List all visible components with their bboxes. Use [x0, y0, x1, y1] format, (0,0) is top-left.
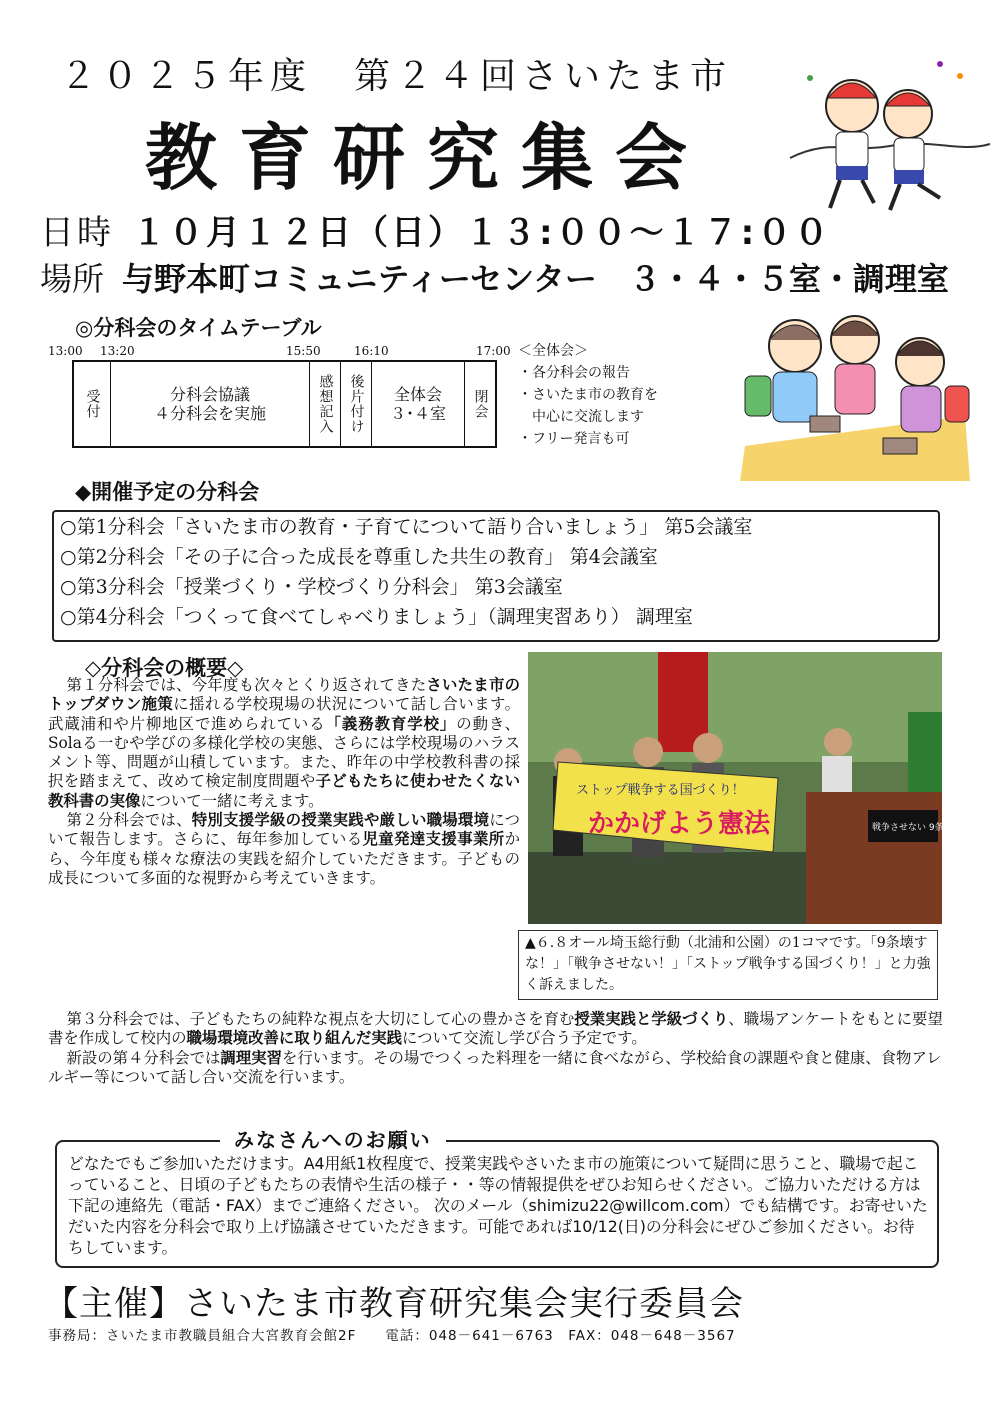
datetime-value: １０月１２日（日）１３:００～１７:００ — [132, 213, 832, 253]
session-item: ○第3分科会「授業づくり・学校づくり分科会」 第3会議室 — [60, 576, 563, 598]
summary-wide — [48, 1010, 948, 1087]
summary-paragraph-1: 第１分科会では、今年度も次々とくり返されてきたさいたま市のトップダウン施策に揺れる学校現場の状況について話し合います。武蔵浦和や片柳地区で進められている「義務教育学校」の動き、Solaる一むや学びの多様化学校の実態、さらには学校現場のハラスメント等、問題が山積しています。また、昨年の中学校教科書の採択を踏まえて、改めて検定制度問題や子どもたちに使わせたくない教科書の実像について一緒に考えます。 — [48, 676, 520, 810]
summary-column — [48, 676, 520, 888]
time-label: 15:50 — [286, 344, 321, 358]
place-label: 場所 — [40, 260, 105, 298]
time-label: 13:00 — [48, 344, 83, 358]
cell-impressions: 感想記入 — [310, 361, 341, 447]
plenary-note-item: ・さいたま市の教育を — [518, 387, 658, 403]
event-subtitle: ２０２５年度 第２４回さいたま市 — [60, 56, 733, 97]
request-text: どなたでもご参加いただけます。A4用紙1枚程度で、授業実践やさいたま市の施策について疑問に思うこと、職場で起こっていること、日頃の子どもたちの表情や生活の様子・・等の情報提供をぜひお知らせください。ご協力いただける方は下記の連絡先（電話・FAX）までご連絡ください。 次のメール（shimizu22@willcom.com）でも結構です。お寄せいただいた内容を分科会で取り上げ協議させていただきます。可能であれば10/12(日)の分科会にぜひご参加ください。お待ちしています。 — [68, 1154, 928, 1257]
banner-top-text: ストップ戦争する国づくり！ — [576, 783, 745, 798]
running-children-illustration — [790, 58, 990, 218]
event-place — [40, 254, 949, 300]
office-contact: 事務局：さいたま市教職員組合大宮教育会館2F 電話：048－641－6763 FAX：048－648－3567 — [48, 1328, 736, 1344]
place-value: 与野本町コミュニティーセンター ３・４・５室・調理室 — [122, 260, 949, 298]
plenary-notes-title: ＜全体会＞ — [518, 343, 588, 359]
timetable-heading: ◎分科会のタイムテーブル — [75, 316, 322, 340]
time-label: 17:00 — [476, 344, 511, 358]
plenary-note-item: ・フリー発言も可 — [518, 431, 630, 447]
datetime-label: 日時 — [40, 213, 114, 253]
plenary-note-item: 中心に交流します — [518, 409, 644, 425]
session-item: ○第4分科会「つくって食べてしゃべりましょう」（調理実習あり） 調理室 — [60, 606, 693, 628]
picnic-children-illustration — [735, 296, 975, 481]
plenary-note-item: ・各分科会の報告 — [518, 365, 630, 381]
cell-session: 分科会協議 ４分科会を実施 — [111, 361, 310, 447]
timetable — [72, 360, 497, 448]
summary-paragraph-4: 新設の第４分科会では調理実習を行います。その場でつくった料理を一緒に食べながら、学校給食の課題や食と健康、食物アレルギー等について話し合い交流を行います。 — [48, 1048, 942, 1086]
banner-main-text: かかげよう憲法 — [588, 809, 771, 839]
event-datetime — [40, 205, 831, 254]
organizer: 【主催】さいたま市教育研究集会実行委員会 — [44, 1284, 744, 1324]
sessions-box — [52, 510, 940, 642]
session-item: ○第1分科会「さいたま市の教育・子育てについて語り合いましょう」 第5会議室 — [60, 516, 753, 538]
rally-photo — [528, 652, 980, 924]
summary-heading: ◇分科会の概要◇ — [85, 656, 244, 680]
time-label: 13:20 — [100, 344, 135, 358]
cell-cleanup: 後片付け — [341, 361, 372, 447]
time-label: 16:10 — [354, 344, 389, 358]
podium-sign-text: 戦争させない 9条こわすな — [872, 823, 980, 833]
summary-paragraph-3: 第３分科会では、子どもたちの純粋な視点を大切にして心の豊かさを育む授業実践と学級づくり、職場アンケートをもとに要望書を作成して校内の職場環境改善に取り組んだ実践について交流し学び合う予定です。 — [48, 1010, 943, 1048]
session-item: ○第2分科会「その子に合った成長を尊重した共生の教育」 第4会議室 — [60, 546, 658, 568]
photo-caption: ▲６.８オール埼玉総行動（北浦和公園）の1コマです。「9条壊すな！」「戦争させない！」「ストップ戦争する国づくり！」と力強く訴えました。 — [518, 930, 938, 1000]
sessions-heading: ◆開催予定の分科会 — [75, 480, 260, 504]
cell-closing: 閉会 — [465, 361, 497, 447]
cell-reception: 受付 — [73, 361, 111, 447]
timetable-times — [48, 344, 568, 360]
cell-plenary: 全体会 ３･４室 — [372, 361, 465, 447]
request-title: みなさんへのお願い — [220, 1124, 446, 1153]
summary-paragraph-2: 第２分科会では、特別支援学級の授業実践や厳しい職場環境について報告します。さらに、毎年参加している児童発達支援事業所から、今年度も様々な療法の実践を紹介していただきます。子どもの成長について多面的な視野から考えていきます。 — [48, 811, 520, 887]
plenary-notes — [518, 340, 658, 450]
event-title: 教育研究集会 — [145, 115, 710, 200]
